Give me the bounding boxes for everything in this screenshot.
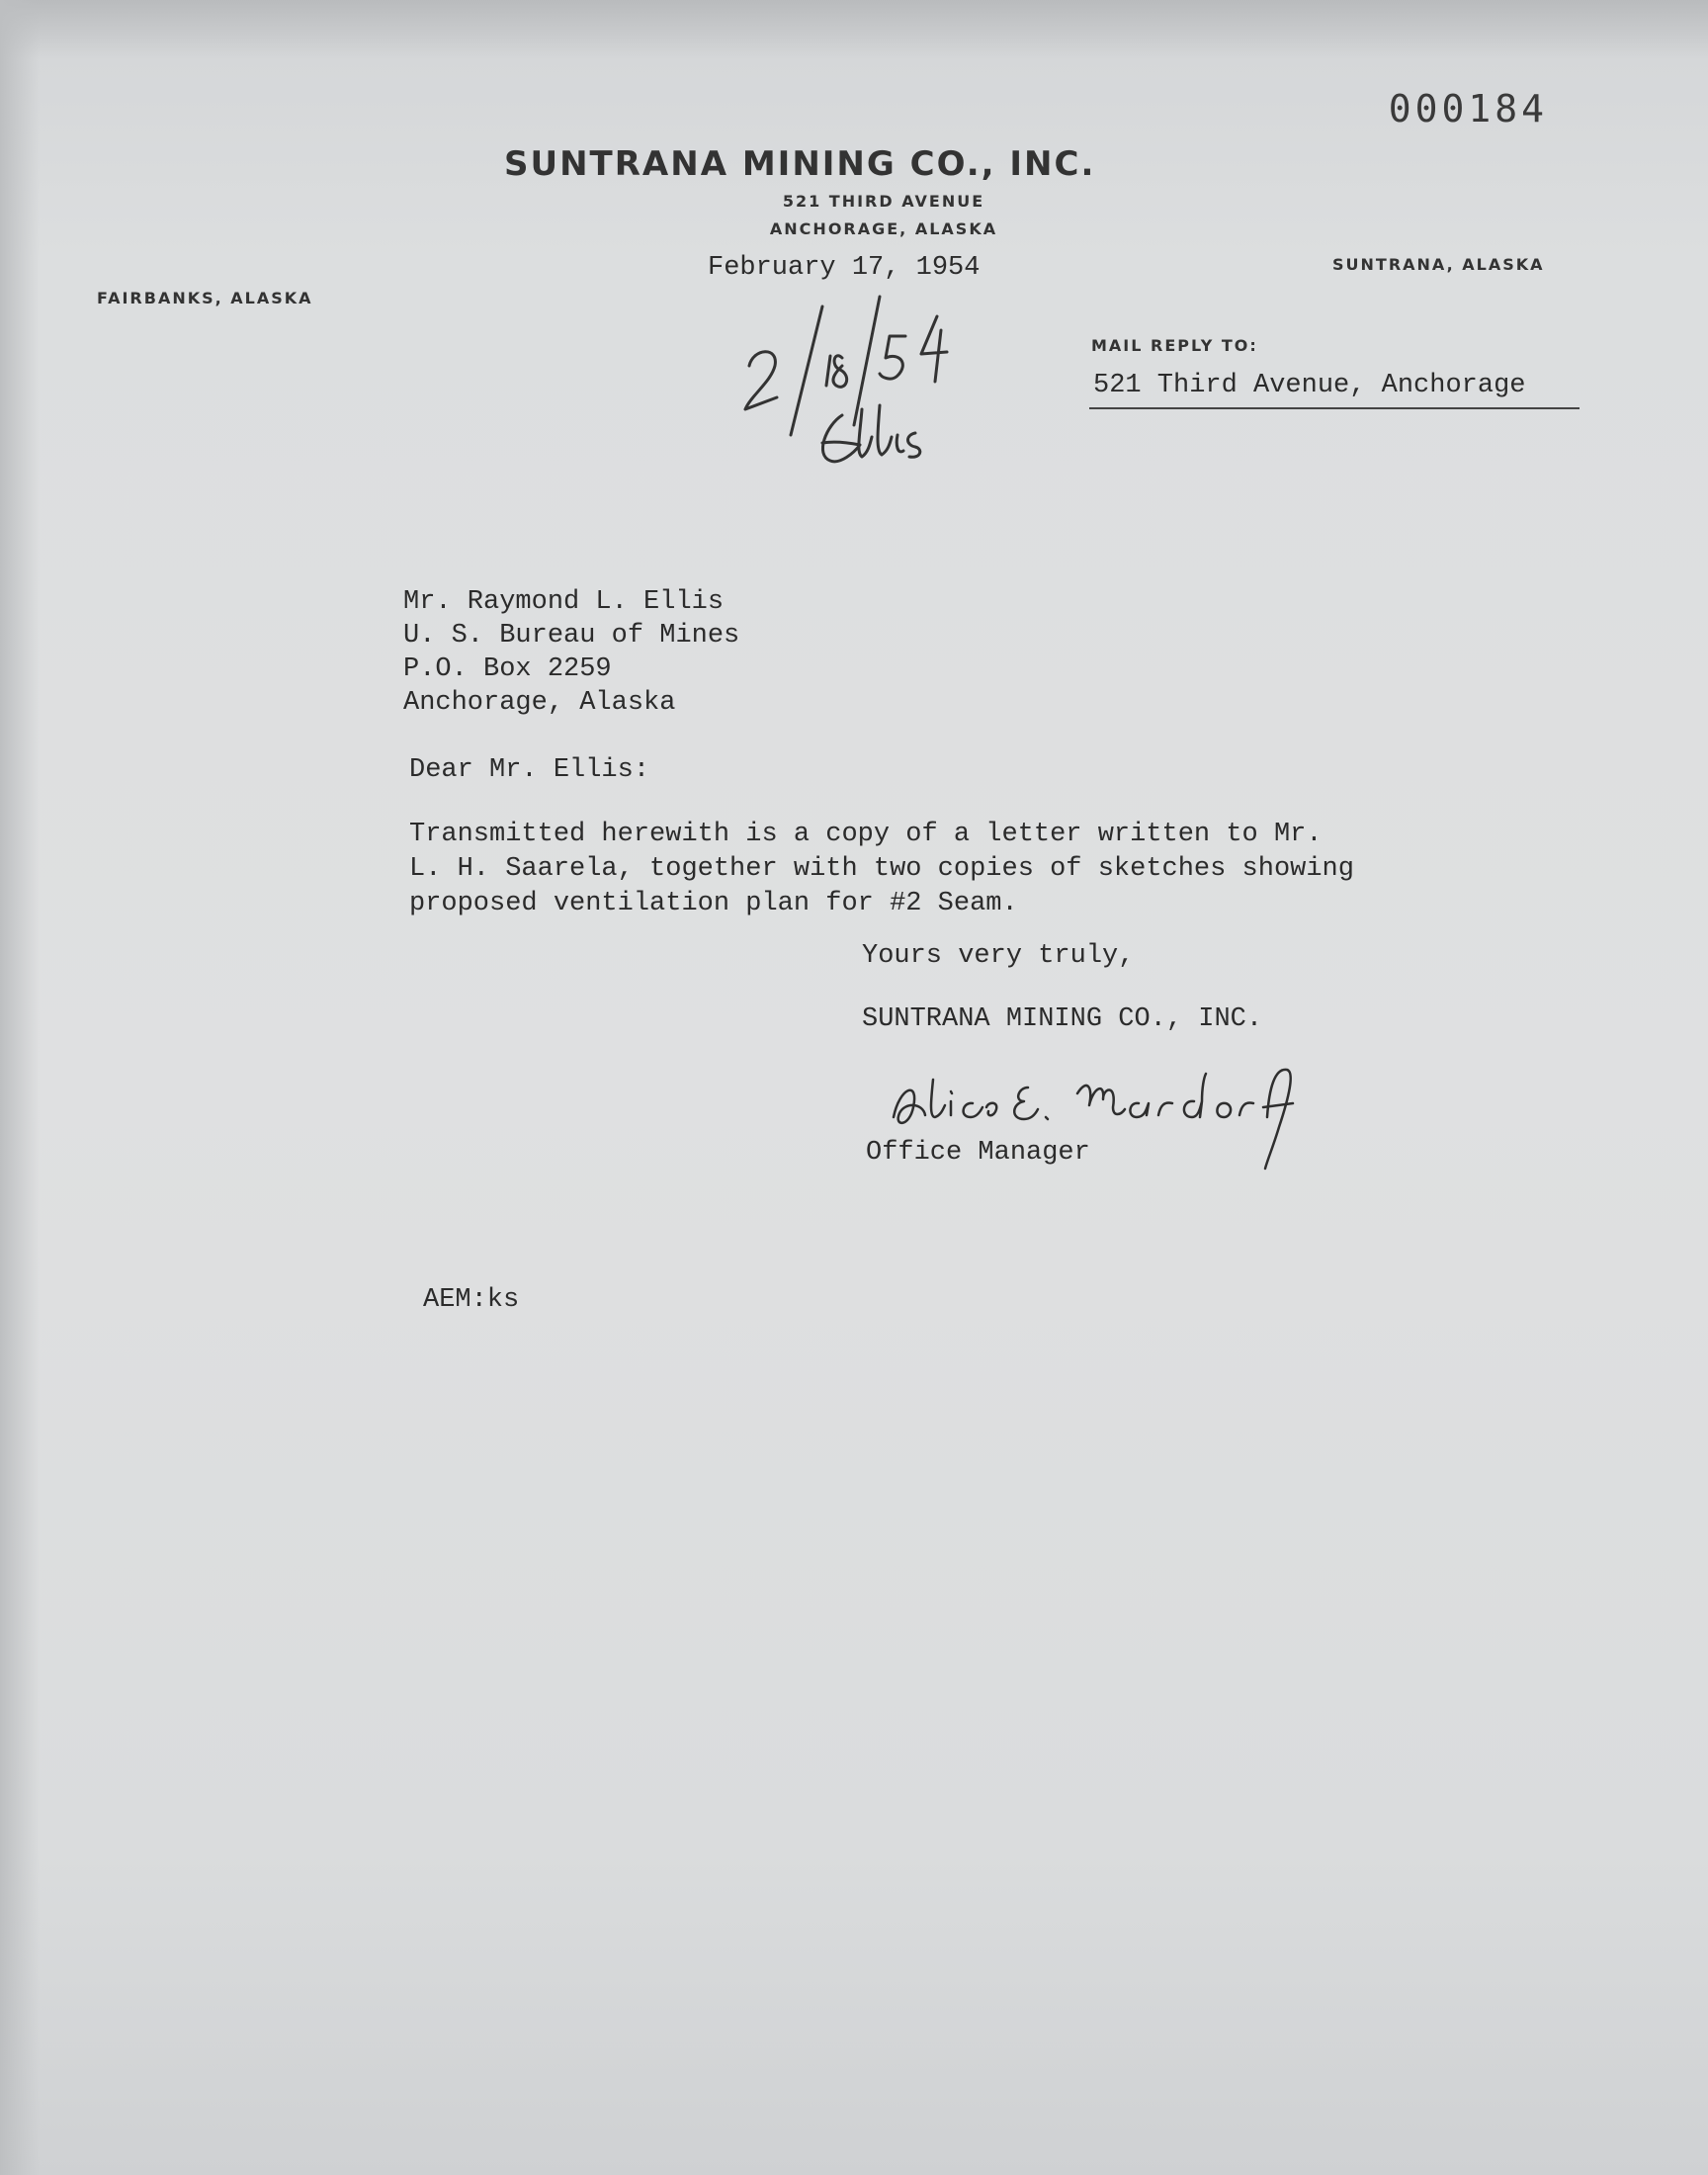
scan-shadow-top — [0, 0, 1708, 59]
mail-reply-underline — [1089, 407, 1580, 409]
salutation: Dear Mr. Ellis: — [409, 755, 650, 785]
body-paragraph — [409, 818, 1354, 921]
recipient-block — [403, 585, 739, 720]
recipient-line: U. S. Bureau of Mines — [403, 621, 740, 651]
recipient-line: Mr. Raymond L. Ellis — [403, 587, 725, 617]
body-line: L. H. Saarela, together with two copies of sketches showing — [409, 854, 1354, 884]
letter-date: February 17, 1954 — [708, 253, 981, 283]
mail-reply-label: MAIL REPLY TO: — [1091, 336, 1258, 355]
body-line: Transmitted herewith is a copy of a letter written to Mr. — [409, 820, 1323, 849]
office-location-left: FAIRBANKS, ALASKA — [97, 289, 313, 307]
reference-initials: AEM:ks — [423, 1285, 520, 1315]
office-location-right: SUNTRANA, ALASKA — [1332, 255, 1545, 274]
mail-reply-address: 521 Third Avenue, Anchorage — [1093, 371, 1526, 400]
signature-company: SUNTRANA MINING CO., INC. — [862, 1004, 1263, 1034]
body-line: proposed ventilation plan for #2 Seam. — [409, 889, 1018, 918]
scan-shadow-left — [0, 0, 40, 2175]
recipient-line: Anchorage, Alaska — [403, 688, 676, 718]
letterhead-address-line1: 521 THIRD AVENUE — [782, 192, 985, 211]
handwritten-date-note — [731, 287, 988, 494]
letterhead-address-line2: ANCHORAGE, ALASKA — [769, 219, 998, 238]
closing: Yours very truly, — [862, 941, 1135, 971]
company-name: SUNTRANA MINING CO., INC. — [504, 144, 1096, 184]
recipient-line: P.O. Box 2259 — [403, 654, 612, 684]
signer-title: Office Manager — [866, 1138, 1090, 1168]
document-number: 000184 — [1388, 87, 1548, 130]
